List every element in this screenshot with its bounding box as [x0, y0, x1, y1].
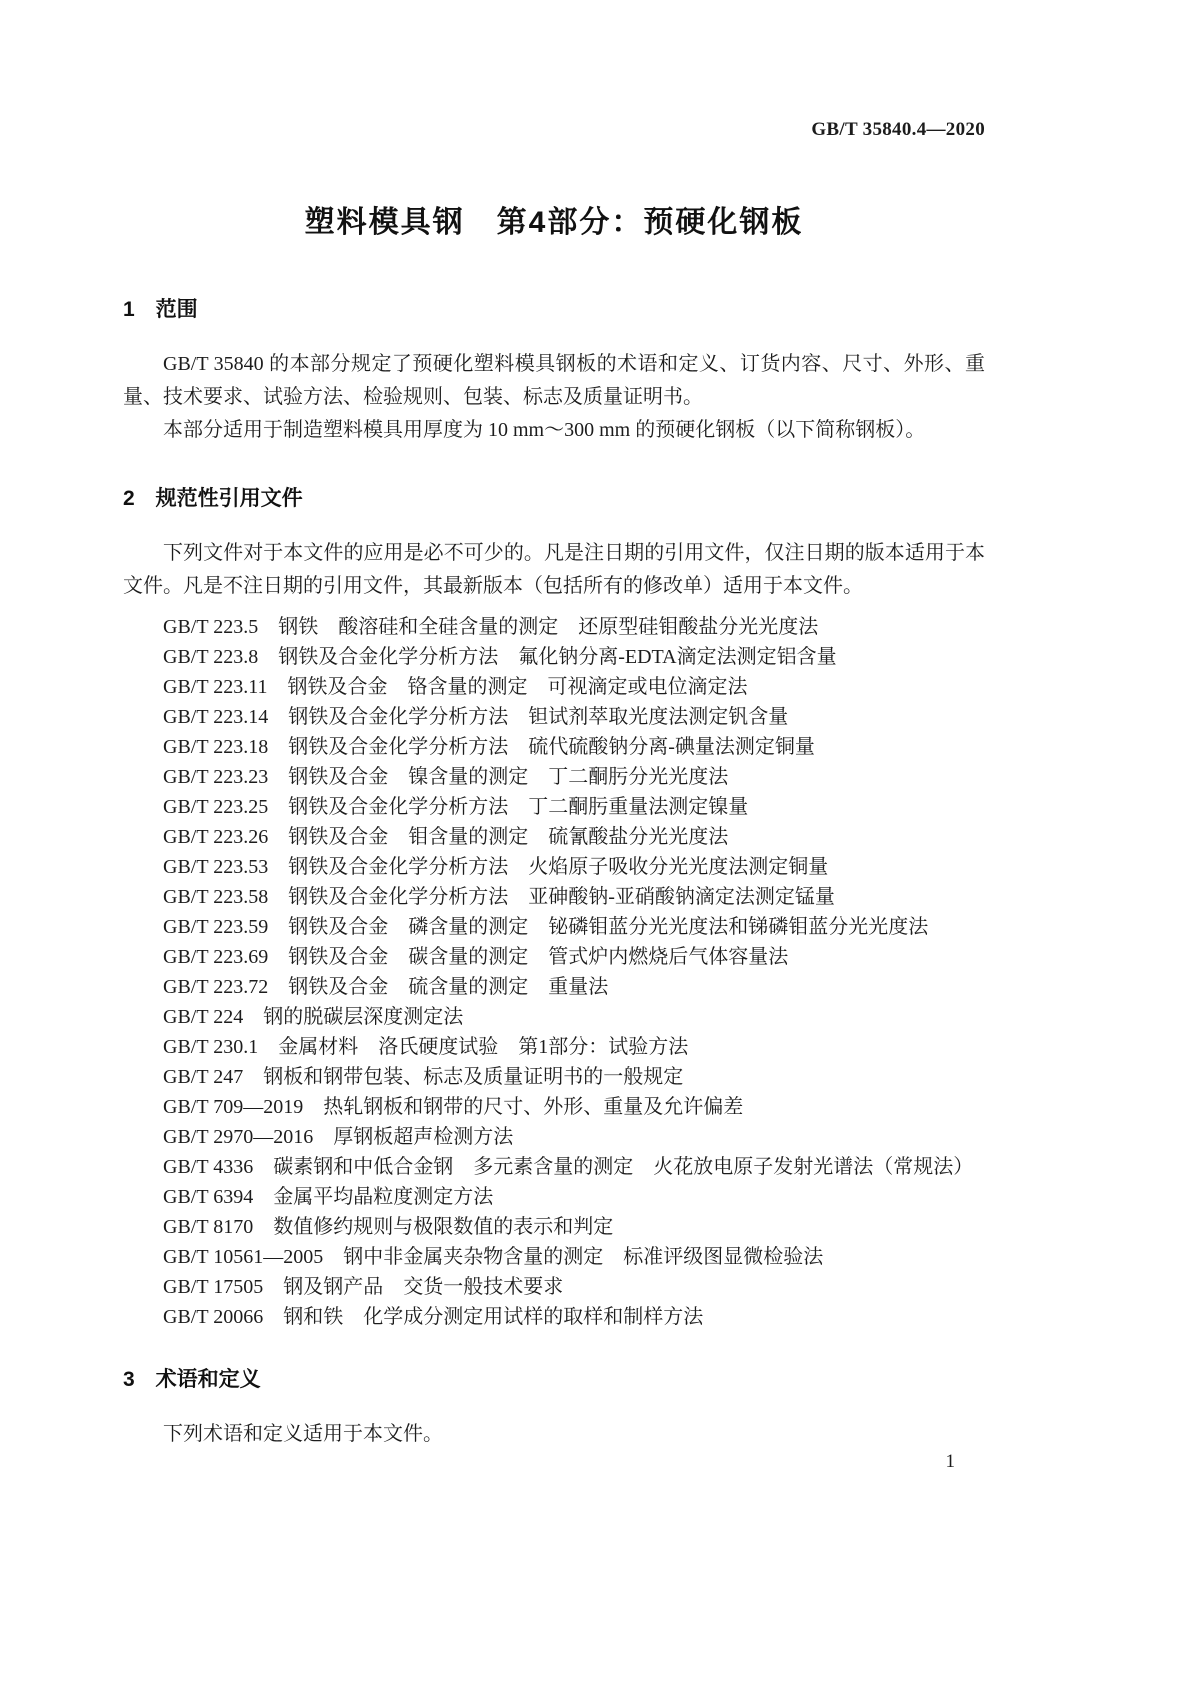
standard-number-header: GB/T 35840.4—2020 — [811, 119, 985, 140]
scope-paragraph-2: 本部分适用于制造塑料模具用厚度为 10 mm～300 mm 的预硬化钢板（以下简称钢板）。 — [163, 419, 926, 441]
section-heading-normative-references: 2 规范性引用文件 — [123, 487, 303, 510]
reference-item: GB/T 223.11 钢铁及合金 铬含量的测定 可视滴定或电位滴定法 — [163, 676, 748, 698]
reference-item: GB/T 230.1 金属材料 洛氏硬度试验 第1部分：试验方法 — [163, 1036, 689, 1058]
reference-item: GB/T 4336 碳素钢和中低合金钢 多元素含量的测定 火花放电原子发射光谱法（常规法） — [163, 1156, 974, 1178]
reference-item: GB/T 20066 钢和铁 化学成分测定用试样的取样和制样方法 — [163, 1306, 704, 1328]
reference-item: GB/T 223.5 钢铁 酸溶硅和全硅含量的测定 还原型硅钼酸盐分光光度法 — [163, 616, 819, 638]
normative-references-intro: 下列文件对于本文件的应用是必不可少的。凡是注日期的引用文件，仅注日期的版本适用于本文件。凡是不注日期的引用文件，其最新版本（包括所有的修改单）适用于本文件。 — [123, 542, 985, 597]
reference-item: GB/T 223.53 钢铁及合金化学分析方法 火焰原子吸收分光光度法测定铜量 — [163, 856, 829, 878]
reference-item: GB/T 223.25 钢铁及合金化学分析方法 丁二酮肟重量法测定镍量 — [163, 796, 749, 818]
reference-item: GB/T 247 钢板和钢带包装、标志及质量证明书的一般规定 — [163, 1066, 684, 1088]
reference-item: GB/T 10561—2005 钢中非金属夹杂物含量的测定 标准评级图显微检验法 — [163, 1246, 824, 1268]
reference-item: GB/T 223.69 钢铁及合金 碳含量的测定 管式炉内燃烧后气体容量法 — [163, 946, 789, 968]
section-heading-scope: 1 范围 — [123, 298, 198, 321]
reference-item: GB/T 8170 数值修约规则与极限数值的表示和判定 — [163, 1216, 614, 1238]
section-heading-terms-definitions: 3 术语和定义 — [123, 1368, 261, 1391]
reference-item: GB/T 223.58 钢铁及合金化学分析方法 亚砷酸钠-亚硝酸钠滴定法测定锰量 — [163, 886, 835, 908]
reference-item: GB/T 223.26 钢铁及合金 钼含量的测定 硫氰酸盐分光光度法 — [163, 826, 729, 848]
reference-item: GB/T 223.23 钢铁及合金 镍含量的测定 丁二酮肟分光光度法 — [163, 766, 729, 788]
reference-item: GB/T 709—2019 热轧钢板和钢带的尺寸、外形、重量及允许偏差 — [163, 1096, 744, 1118]
page-number: 1 — [945, 1451, 955, 1472]
reference-item: GB/T 2970—2016 厚钢板超声检测方法 — [163, 1126, 514, 1148]
reference-item: GB/T 223.18 钢铁及合金化学分析方法 硫代硫酸钠分离-碘量法测定铜量 — [163, 736, 815, 758]
terms-intro-paragraph: 下列术语和定义适用于本文件。 — [163, 1423, 443, 1445]
document-title: 塑料模具钢 第4部分：预硬化钢板 — [304, 206, 804, 239]
reference-item: GB/T 223.14 钢铁及合金化学分析方法 钽试剂萃取光度法测定钒含量 — [163, 706, 789, 728]
reference-item: GB/T 6394 金属平均晶粒度测定方法 — [163, 1186, 494, 1208]
reference-item: GB/T 224 钢的脱碳层深度测定法 — [163, 1006, 464, 1028]
references-list — [123, 612, 985, 1332]
reference-item: GB/T 223.8 钢铁及合金化学分析方法 氟化钠分离-EDTA滴定法测定铝含量 — [163, 646, 837, 668]
reference-item: GB/T 17505 钢及钢产品 交货一般技术要求 — [163, 1276, 564, 1298]
reference-item: GB/T 223.59 钢铁及合金 磷含量的测定 铋磷钼蓝分光光度法和锑磷钼蓝分光光度法 — [163, 916, 929, 938]
scope-paragraph-1: GB/T 35840 的本部分规定了预硬化塑料模具钢板的术语和定义、订货内容、尺寸、外形、重量、技术要求、试验方法、检验规则、包装、标志及质量证明书。 — [123, 353, 985, 408]
reference-item: GB/T 223.72 钢铁及合金 硫含量的测定 重量法 — [163, 976, 609, 998]
